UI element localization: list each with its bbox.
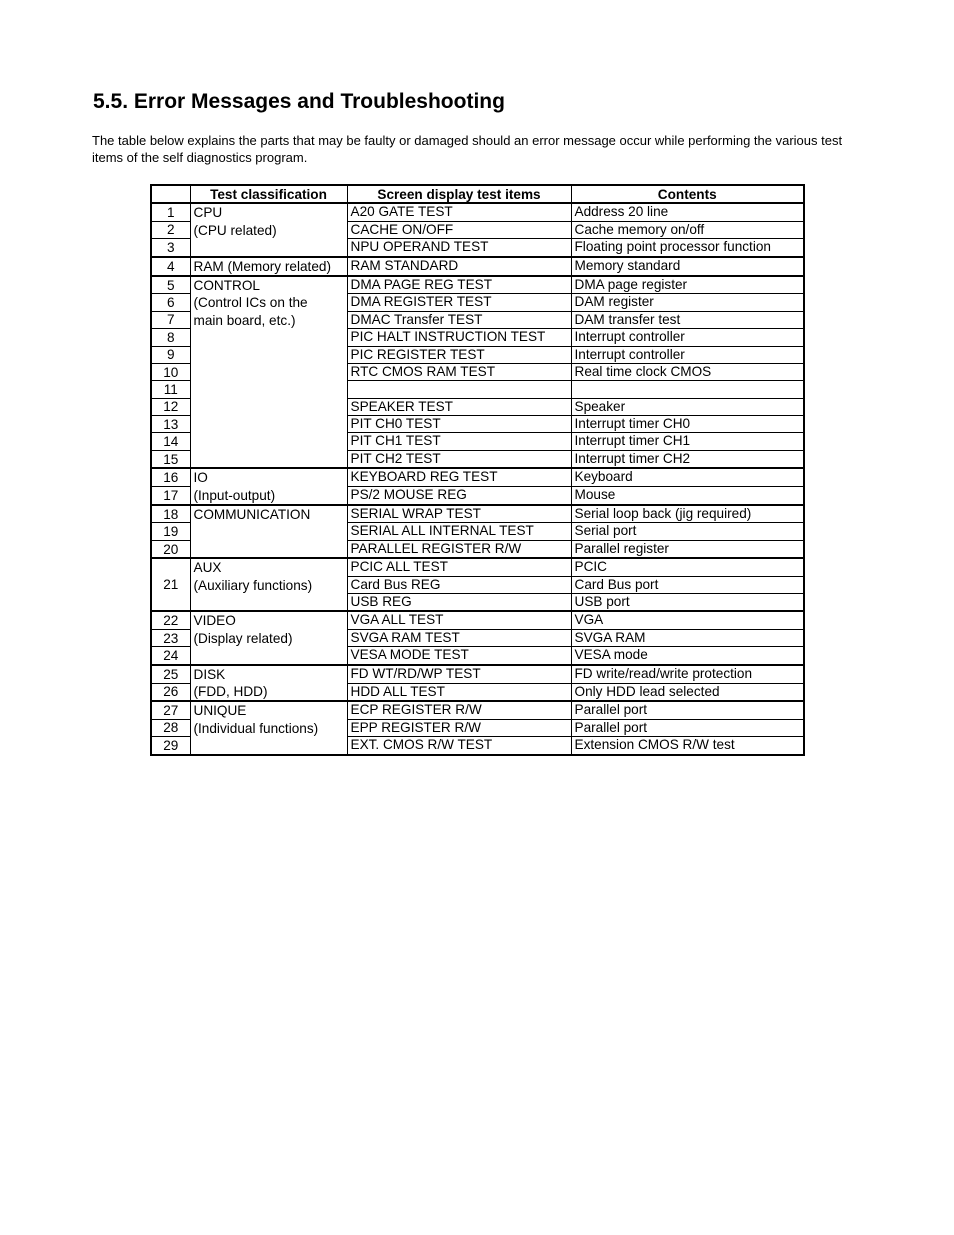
table-row (151, 611, 804, 629)
row-number: 24 (151, 647, 190, 665)
contents-cell: Address 20 line (571, 203, 804, 221)
row-number: 15 (151, 450, 190, 468)
test-item-cell: Card Bus REG (347, 576, 571, 593)
intro-paragraph: The table below explains the parts that may be faulty or damaged should an error message occur while performing the various test items of the self diagnostics program. (92, 133, 843, 165)
table-row (151, 468, 804, 486)
contents-cell: Interrupt timer CH2 (571, 450, 804, 468)
classification-line: VIDEO (193, 613, 236, 629)
row-number: 28 (151, 719, 190, 736)
test-item-cell: DMA PAGE REG TEST (347, 276, 571, 294)
row-number: 2 (151, 221, 190, 238)
row-number: 11 (151, 381, 190, 398)
contents-cell: DMA page register (571, 276, 804, 294)
row-number: 23 (151, 629, 190, 646)
test-item-cell: PIT CH1 TEST (347, 433, 571, 450)
test-item-cell: DMAC Transfer TEST (347, 311, 571, 328)
classification-line: IO (193, 470, 208, 486)
row-number: 10 (151, 363, 190, 380)
classification-line: RAM (Memory related) (193, 258, 331, 274)
contents-cell: Interrupt timer CH0 (571, 416, 804, 433)
contents-cell: Parallel port (571, 719, 804, 736)
contents-cell: DAM register (571, 294, 804, 311)
test-item-cell: PARALLEL REGISTER R/W (347, 540, 571, 558)
contents-cell: VESA mode (571, 647, 804, 665)
row-number: 9 (151, 346, 190, 363)
classification-line: (Individual functions) (193, 720, 319, 736)
contents-cell: Floating point processor function (571, 239, 804, 257)
contents-cell: Interrupt timer CH1 (571, 433, 804, 450)
row-number: 20 (151, 540, 190, 558)
test-classification-cell (190, 203, 347, 256)
test-item-cell: RTC CMOS RAM TEST (347, 363, 571, 380)
row-number: 26 (151, 683, 190, 701)
test-item-cell: CACHE ON/OFF (347, 221, 571, 238)
table-row (151, 505, 804, 523)
classification-line: (Auxiliary functions) (193, 577, 313, 593)
test-classification-cell (190, 611, 347, 664)
row-number: 18 (151, 505, 190, 523)
header-number (151, 185, 190, 203)
test-item-cell: A20 GATE TEST (347, 203, 571, 221)
test-classification-cell (190, 701, 347, 754)
row-number: 13 (151, 416, 190, 433)
error-messages-table (150, 184, 805, 756)
contents-cell: Only HDD lead selected (571, 683, 804, 701)
row-number: 1 (151, 203, 190, 221)
table-header-row (151, 185, 804, 203)
test-item-cell: HDD ALL TEST (347, 683, 571, 701)
test-item-cell: DMA REGISTER TEST (347, 294, 571, 311)
test-item-cell: SERIAL ALL INTERNAL TEST (347, 523, 571, 540)
row-number: 6 (151, 294, 190, 311)
test-item-cell: PIC HALT INSTRUCTION TEST (347, 329, 571, 346)
contents-cell: FD write/read/write protection (571, 665, 804, 683)
classification-line: COMMUNICATION (193, 507, 311, 523)
contents-cell: Memory standard (571, 257, 804, 276)
test-item-cell: FD WT/RD/WP TEST (347, 665, 571, 683)
contents-cell: DAM transfer test (571, 311, 804, 328)
contents-cell: Cache memory on/off (571, 221, 804, 238)
contents-cell: Serial port (571, 523, 804, 540)
contents-cell: Interrupt controller (571, 346, 804, 363)
table-row (151, 701, 804, 719)
row-number: 4 (151, 257, 190, 276)
contents-cell: Interrupt controller (571, 329, 804, 346)
row-number: 17 (151, 487, 190, 505)
row-number: 19 (151, 523, 190, 540)
test-item-cell: KEYBOARD REG TEST (347, 468, 571, 486)
test-classification-cell (190, 505, 347, 558)
row-number: 27 (151, 701, 190, 719)
row-number: 25 (151, 665, 190, 683)
row-number: 21 (151, 558, 190, 611)
contents-cell: Parallel port (571, 701, 804, 719)
contents-cell: Real time clock CMOS (571, 363, 804, 380)
row-number: 14 (151, 433, 190, 450)
test-item-cell: USB REG (347, 594, 571, 612)
table-row (151, 276, 804, 294)
contents-cell: SVGA RAM (571, 629, 804, 646)
contents-cell: USB port (571, 594, 804, 612)
test-classification-cell (190, 276, 347, 468)
classification-line: (CPU related) (193, 222, 277, 238)
contents-cell: Serial loop back (jig required) (571, 505, 804, 523)
row-number: 8 (151, 329, 190, 346)
test-classification-cell (190, 558, 347, 611)
classification-line: (FDD, HDD) (193, 684, 268, 699)
classification-line: (Display related) (193, 630, 293, 646)
test-item-cell: EXT. CMOS R/W TEST (347, 737, 571, 755)
test-item-cell: SERIAL WRAP TEST (347, 505, 571, 523)
classification-line: UNIQUE (193, 703, 247, 719)
contents-cell: Extension CMOS R/W test (571, 737, 804, 755)
test-classification-cell (190, 257, 347, 276)
classification-line: (Control ICs on the (193, 295, 308, 311)
contents-cell: Speaker (571, 398, 804, 415)
row-number: 29 (151, 737, 190, 755)
contents-cell: Keyboard (571, 468, 804, 486)
classification-line: DISK (193, 666, 226, 682)
classification-line: CONTROL (193, 277, 260, 293)
contents-cell: VGA (571, 611, 804, 629)
test-item-cell: NPU OPERAND TEST (347, 239, 571, 257)
row-number: 7 (151, 311, 190, 328)
classification-line: CPU (193, 205, 223, 221)
contents-cell: Mouse (571, 487, 804, 505)
test-item-cell: PCIC ALL TEST (347, 558, 571, 576)
page-title: 5.5. Error Messages and Troubleshooting (93, 90, 505, 113)
test-item-cell: VGA ALL TEST (347, 611, 571, 629)
test-item-cell: RAM STANDARD (347, 257, 571, 276)
classification-line: AUX (193, 560, 222, 576)
row-number: 3 (151, 239, 190, 257)
test-classification-cell (190, 665, 347, 702)
contents-cell: Card Bus port (571, 576, 804, 593)
test-item-cell: PIT CH0 TEST (347, 416, 571, 433)
table-row (151, 203, 804, 221)
test-item-cell: PIT CH2 TEST (347, 450, 571, 468)
table-row (151, 665, 804, 683)
test-item-cell: PIC REGISTER TEST (347, 346, 571, 363)
table-row (151, 558, 804, 576)
test-item-cell: SVGA RAM TEST (347, 629, 571, 646)
contents-cell (571, 381, 804, 398)
test-item-cell: PS/2 MOUSE REG (347, 487, 571, 505)
table-body (151, 203, 804, 754)
header-test-classification: Test classification (190, 185, 347, 203)
test-item-cell: ECP REGISTER R/W (347, 701, 571, 719)
contents-cell: PCIC (571, 558, 804, 576)
row-number: 16 (151, 468, 190, 486)
header-contents: Contents (571, 185, 804, 203)
row-number: 22 (151, 611, 190, 629)
contents-cell: Parallel register (571, 540, 804, 558)
classification-line: main board, etc.) (193, 312, 296, 328)
test-item-cell: VESA MODE TEST (347, 647, 571, 665)
table-row (151, 257, 804, 276)
test-classification-cell (190, 468, 347, 505)
test-item-cell: EPP REGISTER R/W (347, 719, 571, 736)
test-item-cell: SPEAKER TEST (347, 398, 571, 415)
test-item-cell (347, 381, 571, 398)
header-screen-display-test-items: Screen display test items (347, 185, 571, 203)
row-number: 12 (151, 398, 190, 415)
classification-line: (Input-output) (193, 487, 276, 503)
row-number: 5 (151, 276, 190, 294)
